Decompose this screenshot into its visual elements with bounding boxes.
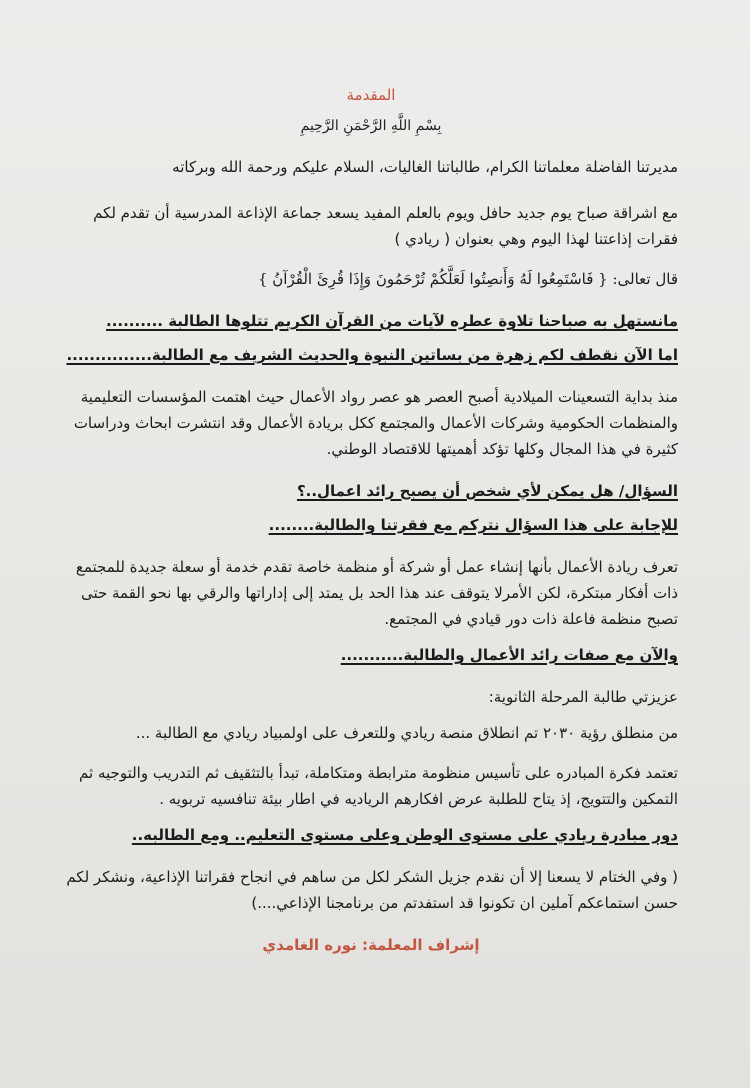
paragraph-initiative: تعتمد فكرة المبادره على تأسيس منظومة مترابطة ومتكاملة، تبدأ بالتثقيف ثم التدريب والتوجيه ثم التمكين والتتويج، إذ يتاح للطلبة عرض افكارهم الرياديه في اطار بيئة تنافسيه تربويه . bbox=[79, 764, 678, 808]
heading-question: السؤال/ هل يمكن لأي شخص أن يصبح رائد اعمال..؟ bbox=[296, 482, 678, 500]
address-line: عزيزتي طالبة المرحلة الثانوية: bbox=[488, 688, 678, 706]
intro-paragraph: مع اشراقة صباح يوم جديد حافل ويوم بالعلم المفيد يسعد جماعة الإذاعة المدرسية أن تقدم لكم فقرات إذاعتنا لهذا اليوم وهي بعنوان ( ريادي ) bbox=[93, 204, 678, 248]
heading-traits: والآن مع صفات رائد الأعمال والطالبة........... bbox=[340, 646, 678, 664]
basmala: بِسْمِ اللَّهِ الرَّحْمَنِ الرَّحِيمِ bbox=[300, 118, 442, 134]
heading-hadith: اما الآن نقطف لكم زهرة من بساتين النبوة والحديث الشريف مع الطالبة............... bbox=[66, 346, 678, 364]
heading-initiative-role: دور مبادرة ريادي على مستوى الوطن وعلى مستوى التعليم.. ومع الطالبه.. bbox=[131, 826, 678, 844]
document-title: المقدمة bbox=[346, 86, 396, 104]
signature: إشراف المعلمة: نوره الغامدي bbox=[262, 936, 480, 954]
paragraph-vision-2030: من منطلق رؤية ٢٠٣٠ تم انطلاق منصة ريادي وللتعرف على اولمبياد ريادي مع الطالبة ... bbox=[135, 724, 678, 742]
closing-paragraph: ( وفي الختام لا يسعنا إلا أن نقدم جزيل الشكر لكل من ساهم في انجاح فقراتنا الإذاعية، ونشكر لكم حسن استماعكم آملين ان تكونوا قد استفدتم من برنامجنا الإذاعي....) bbox=[66, 868, 678, 912]
paragraph-entrepreneurship-history: منذ بداية التسعينات الميلادية أصبح العصر هو عصر رواد الأعمال حيث اهتمت المؤسسات التعليمية والمنظمات الحكومية وشركات الأعمال والمجتمع ككل بريادة الأعمال وقد انتشرت ابحاث ودراسات كثيرة في هذا المجال وكلها تؤكد أهميتها للاقتصاد الوطني. bbox=[73, 388, 678, 458]
heading-answer: للإجابة على هذا السؤال نتركم مع فقرتنا والطالبة........ bbox=[268, 516, 678, 534]
paragraph-definition: تعرف ريادة الأعمال بأنها إنشاء عمل أو شركة أو منظمة خاصة تقدم خدمة أو سعلة جديدة للمجتمع ذات أفكار مبتكرة، لكن الأمرلا يتوقف عند هذا الحد بل يمتد إلى إداراتها والرقي بها نحو القمة حتى تصبح منظمة فاعلة ذات دور قيادي في المجتمع. bbox=[75, 558, 678, 628]
quran-verse: قال تعالى: { فَاسْتَمِعُوا لَهُ وَأَنصِتُوا لَعَلَّكُمْ تُرْحَمُونَ وَإِذَا قُرِئَ الْقُرْآنُ } bbox=[257, 270, 678, 288]
greeting: مديرتنا الفاضلة معلماتنا الكرام، طالباتنا الغاليات، السلام عليكم ورحمة الله وبركاته bbox=[172, 158, 678, 176]
heading-quran: مانستهل به صباحنا تلاوة عطره لآيات من القرآن الكريم تتلوها الطالبة .......... bbox=[106, 312, 678, 330]
